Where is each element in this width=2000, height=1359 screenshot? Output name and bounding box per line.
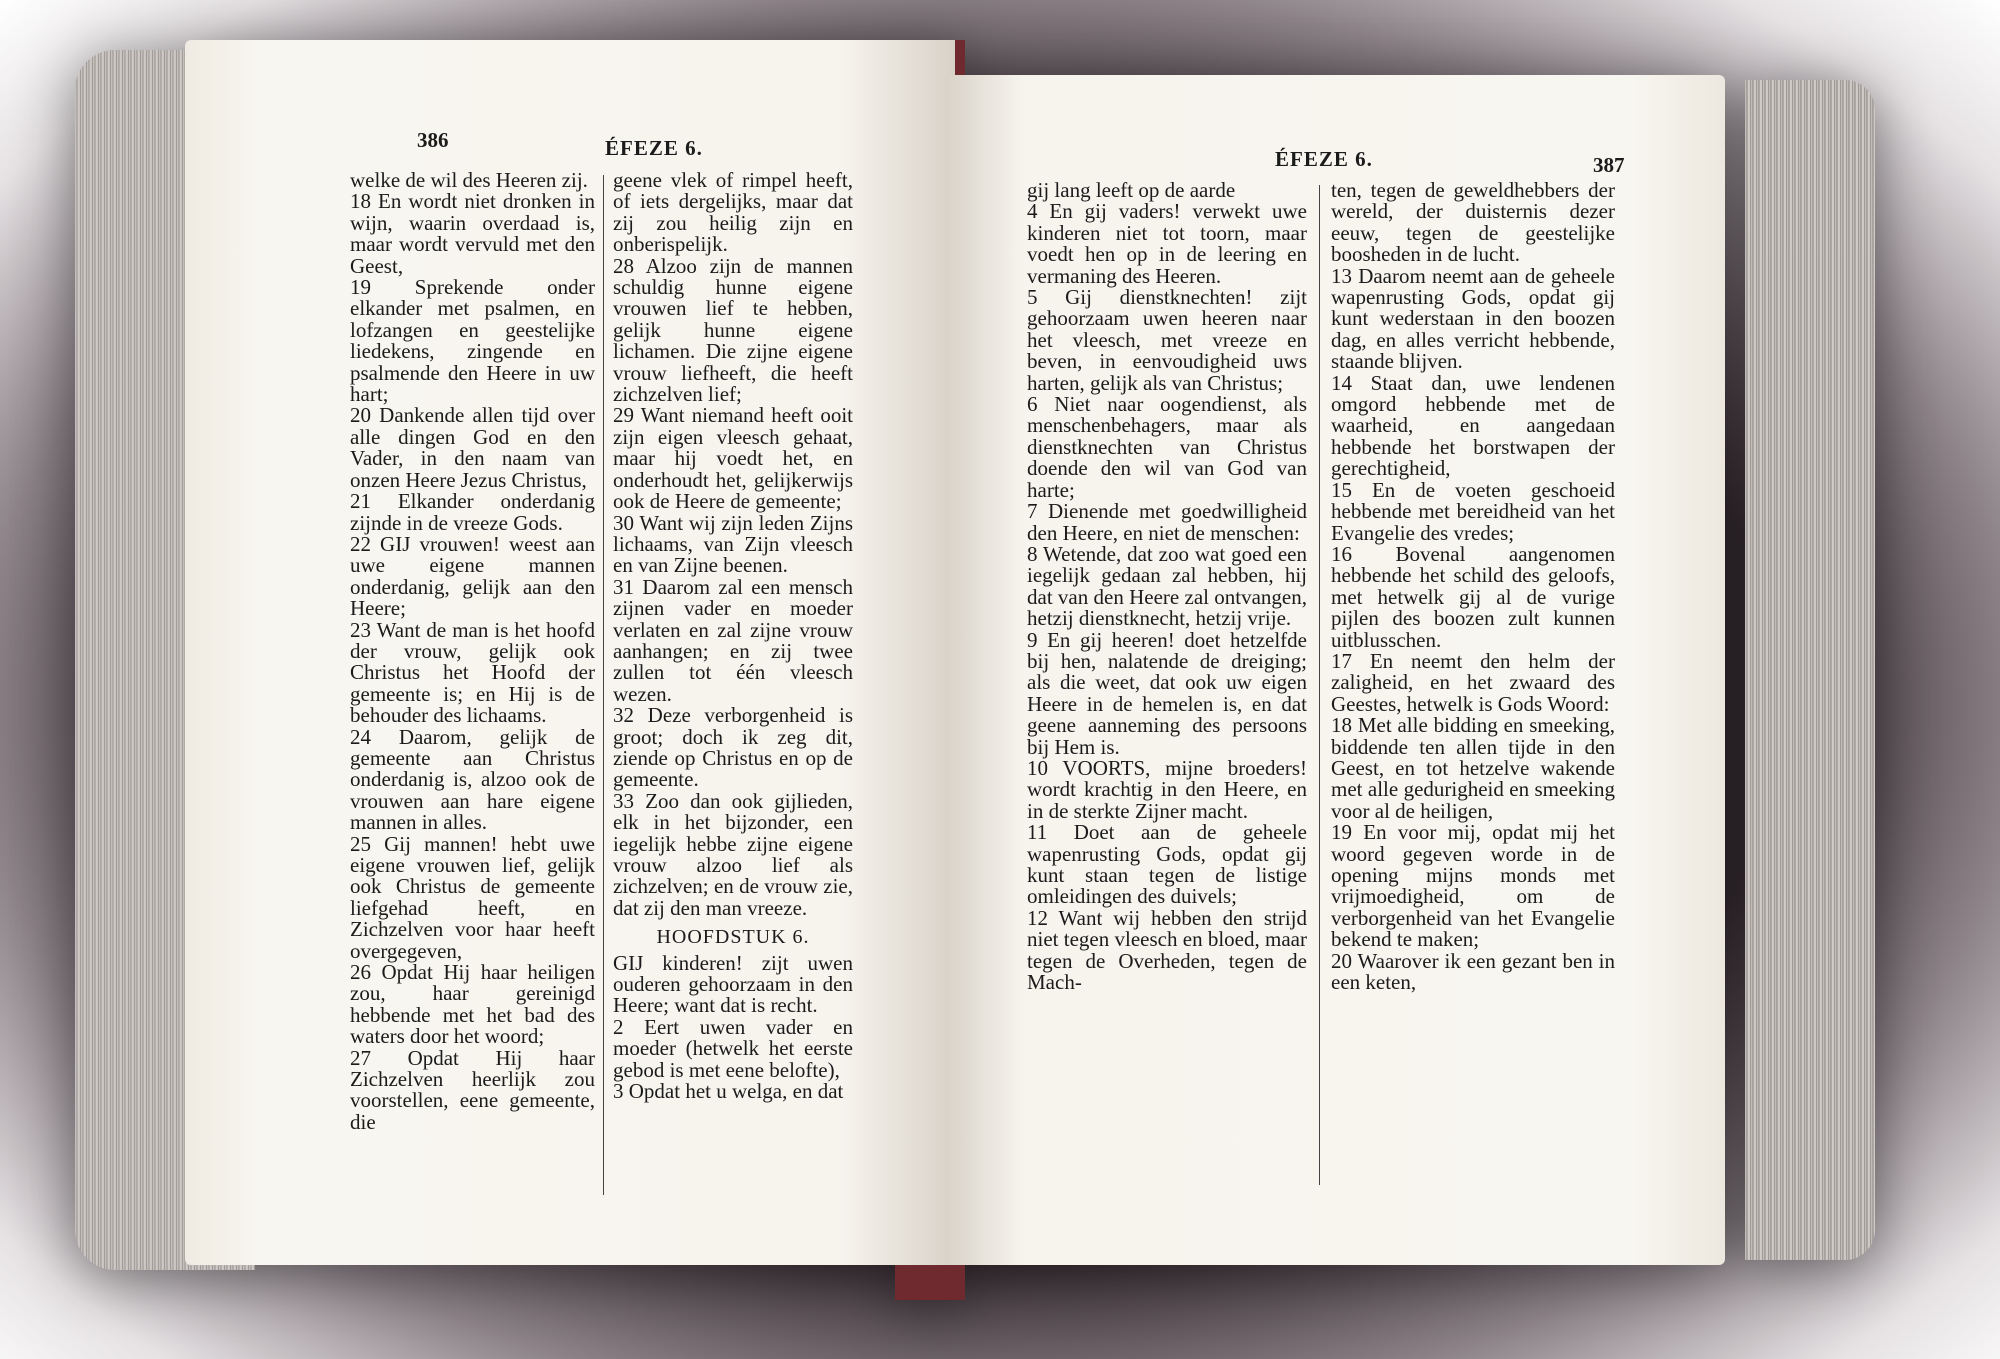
verse: 10 VOORTS, mijne broeders! wordt krachtig in den Heere, en in de sterkte Zijner macht. (1027, 755, 1307, 823)
verse: gij lang leeft op de aarde (1027, 178, 1236, 202)
verse: 7 Dienende met goedwilligheid den Heere, en niet de menschen: (1027, 499, 1307, 545)
verse: 28 Alzoo zijn de mannen schuldig hunne eigene vrouwen lief te hebben, gelijk hunne eigene lichamen. Die zijne eigene vrouw liefheeft, die heeft zichzelven lief; (613, 253, 853, 407)
open-book (75, 40, 1875, 1300)
page-edges-right (1745, 80, 1875, 1260)
verse: 32 Deze verborgenheid is groot; doch ik zeg dit, ziende op Christus en op de gemeente. (613, 703, 853, 792)
page-number: 386 (417, 128, 449, 152)
verse: 9 En gij heeren! doet hetzelfde bij hen, nalatende de dreiging; als die weet, dat ook uw eigen Heere in de hemelen is, en dat geene aanneming des persoons bij Hem is. (1027, 627, 1307, 759)
verse: 26 Opdat Hij haar heiligen zou, haar gereinigd hebbende met het bad des waters door het woord; (350, 960, 595, 1049)
verse: 12 Want wij hebben den strijd niet tegen vleesch en bloed, maar tegen de Overheden, tegen de Mach- (1027, 905, 1307, 995)
verse: 18 En wordt niet dronken in wijn, waarin overdaad is, maar wordt vervuld met den Geest, (350, 189, 595, 278)
verse: welke de wil des Heeren zij. (350, 168, 588, 192)
verse: 13 Daarom neemt aan de geheele wapenrusting Gods, opdat gij kunt wederstaan in den boozen dag, en alles verricht hebbende, staande blijven. (1331, 263, 1615, 374)
verse: 23 Want de man is het hoofd der vrouw, gelijk ook Christus het Hoofd der gemeente is; en Hij is de behouder des lichaams. (350, 617, 595, 728)
verse: 20 Dankende allen tijd over alle dingen God en den Vader, in den naam van onzen Heere Jezus Christus, (350, 403, 595, 492)
left-page (185, 40, 955, 1265)
chapter-heading: HOOFDSTUK 6. (656, 926, 810, 949)
page-number: 387 (1593, 153, 1625, 177)
verse: 15 En de voeten geschoeid hebbende met bereidheid van het Evangelie des vredes; (1331, 477, 1615, 545)
verse: 22 GIJ vrouwen! weest aan uwe eigene mannen onderdanig, gelijk aan den Heere; (350, 531, 595, 621)
text-column-2 (1331, 180, 1615, 993)
verse: 18 Met alle bidding en smeeking, biddende ten allen tijde in den Geest, en tot hetzelve wakende met alle gedurigheid en smeeking voor al de heiligen, (1331, 713, 1615, 823)
verse: ten, tegen de geweldhebbers der wereld, der duisternis dezer eeuw, tegen de geestelijke boosheden in de lucht. (1331, 178, 1615, 267)
verse: 2 Eert uwen vader en moeder (hetwelk het eerste gebod is met eene belofte), (613, 1014, 853, 1082)
verse: 27 Opdat Hij haar Zichzelven heerlijk zou voorstellen, eene gemeente, die (350, 1045, 595, 1134)
verse: 21 Elkander onderdanig zijnde in de vreeze Gods. (350, 489, 595, 535)
verse: 5 Gij dienstknechten! zijt gehoorzaam uwen heeren naar het vleesch, met vreeze en beven, in eenvoudigheid uws harten, gelijk als van Christus; (1027, 285, 1307, 395)
verse: 30 Want wij zijn leden Zijns lichaams, van Zijn vleesch en van Zijne beenen. (613, 510, 853, 578)
verse: GIJ kinderen! zijt uwen ouderen gehoorzaam in den Heere; want dat is recht. (613, 950, 853, 1018)
verse: 17 En neemt den helm der zaligheid, en het zwaard des Geestes, hetwelk is Gods Woord: (1331, 648, 1615, 716)
text-column-2 (613, 170, 853, 1102)
verse: 11 Doet aan de geheele wapenrusting Gods, opdat gij kunt staan tegen de listige omleidingen des duivels; (1027, 820, 1307, 909)
verse: 25 Gij mannen! hebt uwe eigene vrouwen lief, gelijk ook Christus de gemeente liefgehad heeft, en Zichzelven voor haar heeft overgegeven, (350, 831, 595, 963)
verse: 16 Bovenal aangenomen hebbende het schild des geloofs, met hetwelk gij al de vurige pijlen des boozen zult kunnen uitblusschen. (1331, 541, 1615, 652)
column-rule (603, 175, 604, 1195)
verse: 8 Wetende, dat zoo wat goed een iegelijk gedaan zal hebben, hij dat van den Heere zal ontvangen, hetzij dienstknecht, hetzij vrije. (1027, 541, 1307, 631)
running-head: ÉFEZE 6. (1275, 147, 1373, 171)
verse: 29 Want niemand heeft ooit zijn eigen vleesch gehaat, maar hij voedt het, en onderhoudt het, gelijkerwijs ook de Heere de gemeente; (613, 403, 853, 514)
column-rule (1319, 185, 1320, 1185)
verse: 6 Niet naar oogendienst, als menschenbehagers, maar als dienstknechten van Christus doende den wil van God van harte; (1027, 392, 1307, 502)
verse: 4 En gij vaders! verwekt uwe kinderen niet tot toorn, maar voedt hen op in de leering en vermaning des Heeren. (1027, 199, 1307, 288)
verse: 19 En voor mij, opdat mij het woord gegeven worde in de opening mijns monds met vrijmoedigheid, om de verborgenheid van het Evangelie bekend te maken; (1331, 820, 1615, 952)
right-page (945, 75, 1725, 1265)
running-head: ÉFEZE 6. (605, 136, 703, 160)
verse: geene vlek of rimpel heeft, of iets dergelijks, maar dat zij zou heilig zijn en onberispelijk. (613, 168, 853, 257)
text-column-1 (1027, 180, 1307, 993)
verse: 20 Waarover ik een gezant ben in een keten, (1331, 948, 1615, 995)
verse: 31 Daarom zal een mensch zijnen vader en moeder verlaten en zal zijne vrouw aanhangen; en zij twee zullen tot één vleesch wezen. (613, 574, 853, 706)
verse: 33 Zoo dan ook gijlieden, elk in het bijzonder, een iegelijk hebbe zijne eigene vrouw alzoo lief als zichzelven; en de vrouw zie, dat zij den man vreeze. (613, 788, 853, 920)
verse: 24 Daarom, gelijk de gemeente aan Christus onderdanig is, alzoo ook de vrouwen aan hare eigene mannen in alles. (350, 724, 595, 835)
verse: 14 Staat dan, uwe lendenen omgord hebbende met de waarheid, en aangedaan hebbende het borstwapen der gerechtigheid, (1331, 370, 1615, 481)
text-column-1 (350, 170, 595, 1133)
verse: 19 Sprekende onder elkander met psalmen, en lofzangen en geestelijke liedekens, zingende en psalmende den Heere in uw hart; (350, 275, 595, 407)
verse: 3 Opdat het u welga, en dat (613, 1079, 844, 1104)
